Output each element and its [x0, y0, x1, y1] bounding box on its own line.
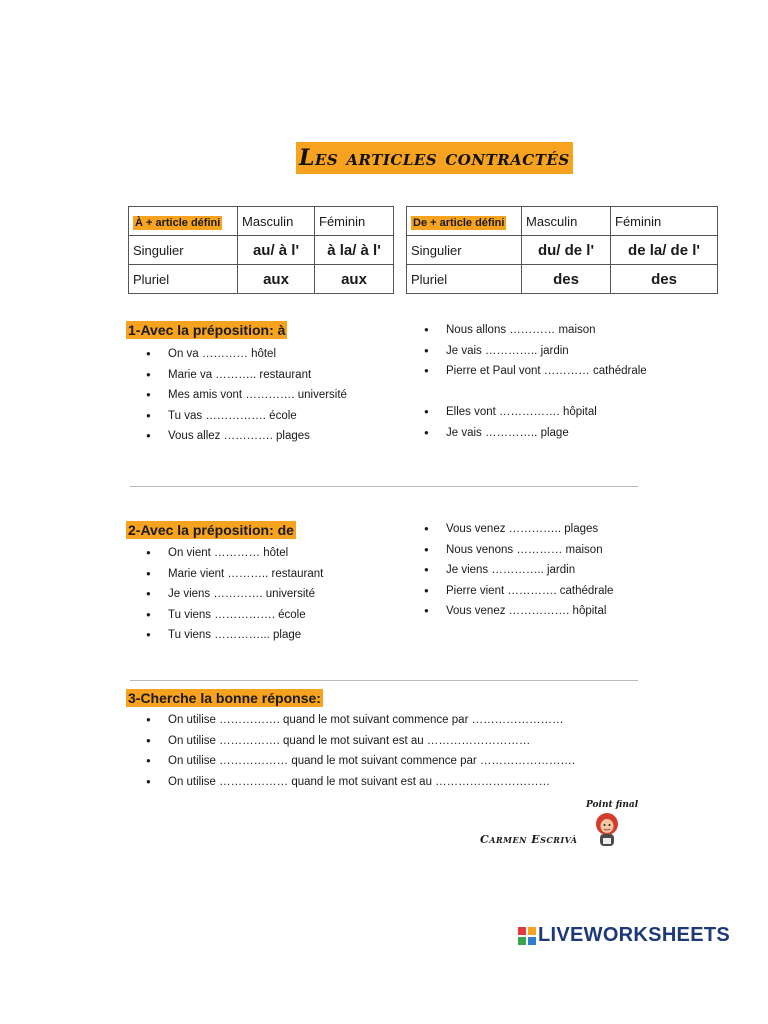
- table-a-row-label: Singulier: [129, 236, 238, 265]
- section2-left-list: [140, 543, 400, 646]
- table-de-header-cell: Féminin: [611, 207, 718, 236]
- section1-right-list: [418, 320, 648, 443]
- table-de-cell: des: [611, 265, 718, 294]
- section1-heading: [126, 322, 287, 340]
- table-de-cell: du/ de l': [522, 236, 611, 265]
- exercise-item: ● On utilise ……………… quand le mot suivant commence par …………………….: [140, 751, 660, 772]
- divider: [130, 486, 638, 487]
- table-de-cell: des: [522, 265, 611, 294]
- exercise-item: ● Marie vient ……….. restaurant: [140, 564, 400, 585]
- table-a-cell: aux: [238, 265, 315, 294]
- exercise-item: ● Tu viens …………... plage: [140, 625, 400, 646]
- section2-right-list: [418, 519, 678, 622]
- exercise-item: ● Je viens ………….. jardin: [418, 560, 678, 581]
- table-a-header-cell: Masculin: [238, 207, 315, 236]
- exercise-item: ● Je viens …………. université: [140, 584, 400, 605]
- signature-author: Carmen Escrivà: [480, 833, 578, 846]
- section1-left-list: [140, 344, 400, 447]
- signature-tagline: Point final: [586, 800, 639, 810]
- brand-logo: [518, 924, 730, 947]
- table-a-article-defini: [128, 206, 394, 294]
- section2-heading: [126, 522, 296, 540]
- brand-blocks-icon: [518, 927, 536, 945]
- exercise-item: ● Tu vas ……………. école: [140, 406, 400, 427]
- exercise-item: ● Pierre et Paul vont ………… cathédrale: [418, 361, 648, 402]
- section3-heading: [126, 690, 323, 708]
- exercise-item: ● Marie va ……….. restaurant: [140, 365, 400, 386]
- exercise-item: ● Vous venez ……………. hôpital: [418, 601, 678, 622]
- page-title: Les articles contractés: [296, 142, 573, 174]
- table-a-header-cell: À + article défini: [129, 207, 238, 236]
- section3-list: [140, 710, 660, 792]
- exercise-item: ● On utilise ……………. quand le mot suivant est au ………………………: [140, 731, 660, 752]
- table-de-row-label: Pluriel: [407, 265, 522, 294]
- brand-name: LIVEWORKSHEETS: [538, 924, 730, 946]
- author-avatar-icon: [594, 812, 620, 848]
- table-a-cell: au/ à l': [238, 236, 315, 265]
- exercise-item: ● On va ………… hôtel: [140, 344, 400, 365]
- exercise-item: ● On vient ………… hôtel: [140, 543, 400, 564]
- section1-title: 1-Avec la préposition: à: [128, 322, 286, 338]
- table-a-cell: aux: [315, 265, 394, 294]
- exercise-item: ● Je vais ………….. jardin: [418, 341, 648, 362]
- exercise-item: ● Vous venez ………….. plages: [418, 519, 678, 540]
- table-de-row-label: Singulier: [407, 236, 522, 265]
- section3-title: 3-Cherche la bonne réponse:: [128, 690, 321, 706]
- table-de-cell: de la/ de l': [611, 236, 718, 265]
- exercise-item: ● Je vais ………….. plage: [418, 423, 648, 444]
- table-de-article-defini: [406, 206, 718, 294]
- exercise-item: ● Tu viens ……………. école: [140, 605, 400, 626]
- table-de-header-cell: De + article défini: [407, 207, 522, 236]
- divider: [130, 680, 638, 681]
- exercise-item: ● On utilise ……………… quand le mot suivant est au …………………………: [140, 772, 660, 793]
- table-a-header-cell: Féminin: [315, 207, 394, 236]
- exercise-item: ● Mes amis vont …………. université: [140, 385, 400, 406]
- exercise-item: ● Elles vont ……………. hôpital: [418, 402, 648, 423]
- table-a-row-label: Pluriel: [129, 265, 238, 294]
- section2-title: 2-Avec la préposition: de: [128, 522, 294, 538]
- exercise-item: ● Nous allons ………… maison: [418, 320, 648, 341]
- table-de-header-cell: Masculin: [522, 207, 611, 236]
- exercise-item: ● Nous venons ………… maison: [418, 540, 678, 561]
- table-a-cell: à la/ à l': [315, 236, 394, 265]
- exercise-item: ● Pierre vient …………. cathédrale: [418, 581, 678, 602]
- exercise-item: ● Vous allez …………. plages: [140, 426, 400, 447]
- exercise-item: ● On utilise ……………. quand le mot suivant commence par ……………………: [140, 710, 660, 731]
